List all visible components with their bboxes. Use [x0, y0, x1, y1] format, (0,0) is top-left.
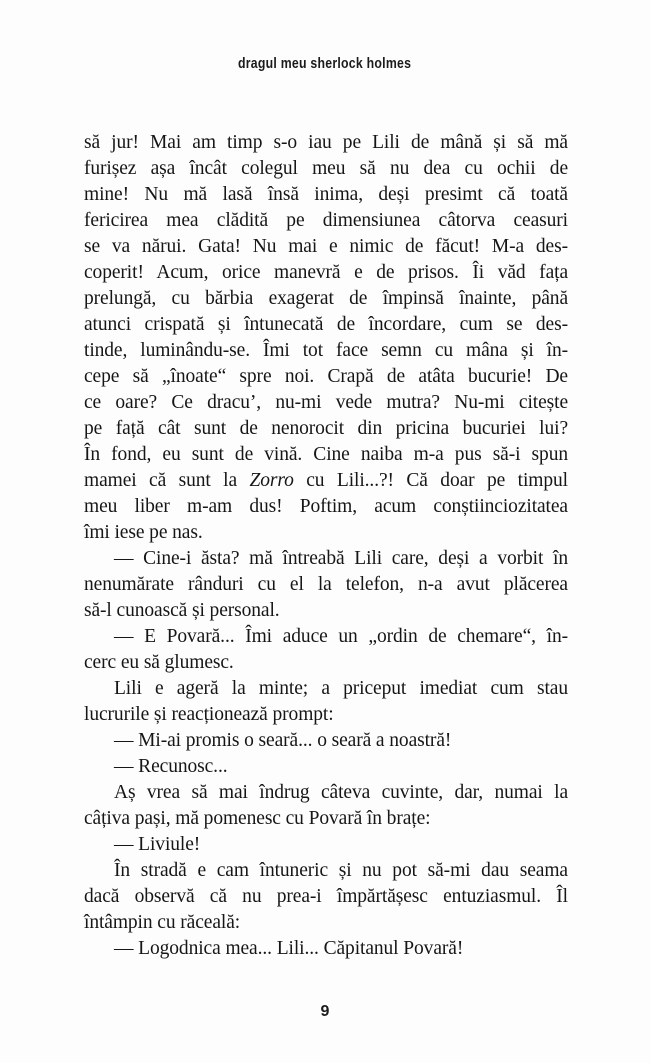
text-line: — Logodnica mea... Lili... Căpitanul Povară!	[114, 938, 464, 959]
text-line: În stradă e cam întuneric și nu pot să-mi dau seama	[114, 860, 568, 881]
text-line: întâmpin cu răceală:	[84, 912, 241, 933]
text-line: cerc eu să glumesc.	[84, 652, 234, 673]
paragraph	[84, 546, 568, 624]
page-number: 9	[320, 1003, 330, 1020]
paragraph	[84, 936, 568, 962]
text-line: îmi iese pe nas.	[84, 522, 203, 543]
text-line: câțiva pași, mă pomenesc cu Povară în brațe:	[84, 808, 431, 829]
page-footer	[0, 1003, 650, 1021]
text-line: furișez așa încât colegul meu să nu dea cu ochii de	[84, 158, 568, 179]
text-line: — Liviule!	[114, 834, 201, 855]
text-line: prelungă, cu bărbia exagerat de împinsă înainte, până	[84, 288, 568, 309]
text-line: să-l cunoască și personal.	[84, 600, 280, 621]
text-line: se va nărui. Gata! Nu mai e nimic de făcut! M-a des-	[84, 236, 568, 257]
text-line: cepe să „înoate“ spre noi. Crapă de atâta bucurie! De	[84, 366, 568, 387]
text-line: tinde, luminându-se. Îmi tot face semn cu mâna și în-	[84, 340, 568, 361]
paragraph	[84, 624, 568, 676]
text-line: dacă observă că nu prea-i împărtășesc entuziasmul. Îl	[84, 886, 568, 907]
text-line: ce oare? Ce dracu’, nu-mi vede mutra? Nu-mi citește	[84, 392, 568, 413]
paragraph	[84, 858, 568, 936]
paragraph	[84, 780, 568, 832]
text-line: — E Povară... Îmi aduce un „ordin de chemare“, în-	[114, 626, 568, 647]
text-line: — Cine-i ăsta? mă întreabă Lili care, deși a vorbit în	[114, 548, 568, 569]
text-line: lucrurile și reacționează prompt:	[84, 704, 334, 725]
text-line: — Recunosc...	[114, 756, 228, 777]
paragraph	[84, 832, 568, 858]
paragraph	[84, 728, 568, 754]
paragraph	[84, 754, 568, 780]
running-header	[0, 55, 650, 72]
text-line: meu liber m-am dus! Poftim, acum conștiinciozitatea	[84, 496, 568, 517]
text-line: Aș vrea să mai îndrug câteva cuvinte, dar, numai la	[114, 782, 568, 803]
text-line: mine! Nu mă lasă însă inima, deși presimt că toată	[84, 184, 568, 205]
text-line: să jur! Mai am timp s-o iau pe Lili de mână și să mă	[84, 132, 568, 153]
italic-text: Zorro	[249, 470, 294, 491]
text-line: fericirea mea clădită pe dimensiunea câtorva ceasuri	[84, 210, 568, 231]
text-line: nenumărate rânduri cu el la telefon, n-a avut plăcerea	[84, 574, 568, 595]
paragraph	[84, 676, 568, 728]
text-line: mamei că sunt la Zorro cu Lili...?! Că doar pe timpul	[84, 470, 568, 491]
paragraph	[84, 130, 568, 546]
text-line: pe față cât sunt de nenorocit din pricina bucuriei lui?	[84, 418, 568, 439]
page-body	[84, 130, 568, 962]
text-line: Lili e ageră la minte; a priceput imediat cum stau	[114, 678, 568, 699]
text-line: atunci crispată și întunecată de încordare, cum se des-	[84, 314, 568, 335]
text-line: În fond, eu sunt de vină. Cine naiba m-a pus să-i spun	[84, 444, 568, 465]
text-line: coperit! Acum, orice manevră e de prisos. Îi văd fața	[84, 262, 568, 283]
text-line: — Mi-ai promis o seară... o seară a noastră!	[114, 730, 452, 751]
running-header-text: dragul meu sherlock holmes	[238, 55, 412, 72]
